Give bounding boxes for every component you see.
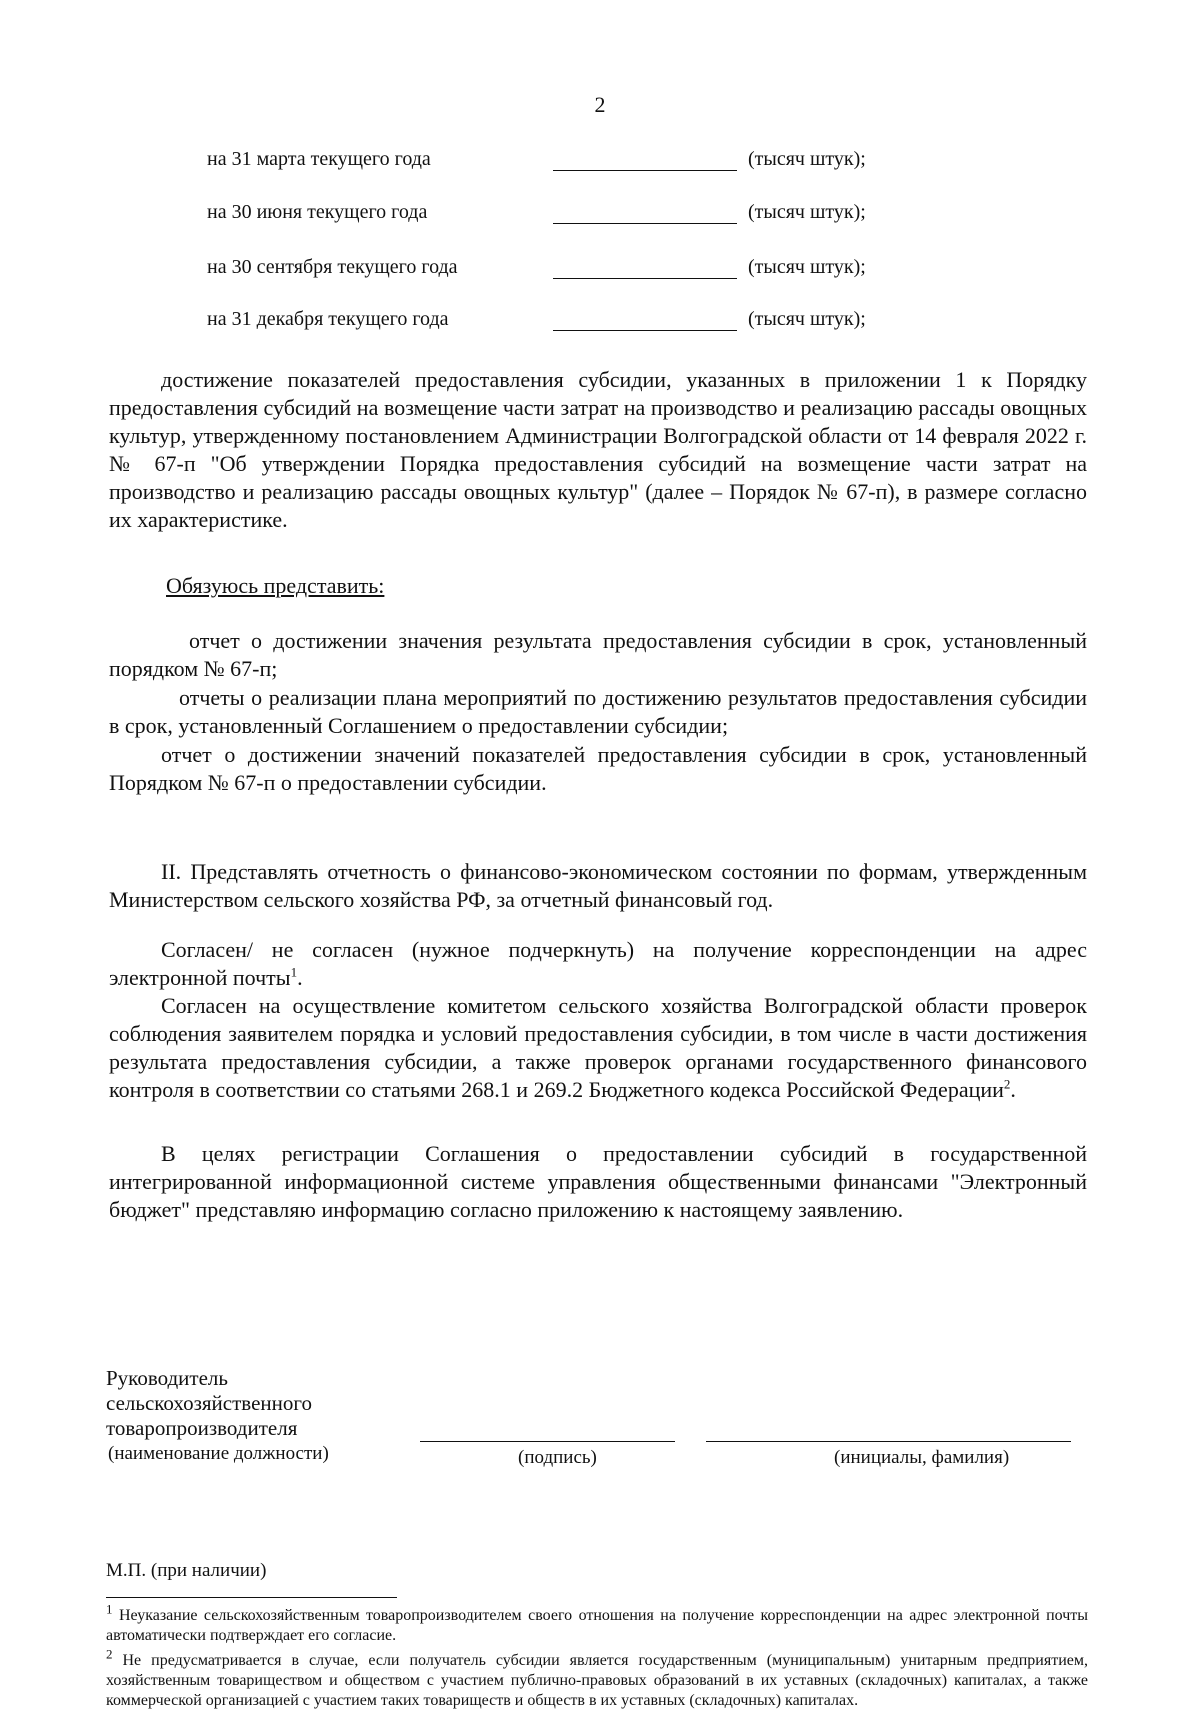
footnote-1 bbox=[106, 1601, 1089, 1646]
footnote-2-text: Не предусматривается в случае, если получатель субсидии является государственным (муниципальным) унитарным предприятием, хозяйственным товариществом и обществом с участием публично-правовых образований в их уставных (складочных) капиталах, а также коммерческой организацией с участием таких товариществ и обществ в их уставных (складочных) капиталах. bbox=[106, 1652, 1089, 1709]
commit-heading: Обязуюсь представить: bbox=[166, 573, 385, 598]
commit-item-3: отчет о достижении значений показателей предоставления субсидии в срок, установленный Порядком № 67-п о предоставлении субсидии. bbox=[109, 742, 1087, 795]
position-caption: (наименование должности) bbox=[108, 1443, 329, 1464]
section-2-paragraph: II. Представлять отчетность о финансово-экономическом состоянии по формам, утвержденным Министерством сельского хозяйства РФ, за отчетный финансовый год. bbox=[109, 859, 1087, 912]
signatory-title bbox=[106, 1366, 312, 1441]
date-label-december: на 31 декабря текущего года bbox=[207, 308, 449, 330]
blank-line-december bbox=[553, 330, 737, 331]
name-caption: (инициалы, фамилия) bbox=[834, 1447, 1010, 1468]
signature-caption: (подпись) bbox=[518, 1447, 597, 1468]
footnote-separator bbox=[106, 1597, 397, 1598]
date-label-june: на 30 июня текущего года bbox=[207, 201, 428, 223]
signatory-title-line-2: сельскохозяйственного bbox=[106, 1391, 312, 1415]
unit-label-september: (тысяч штук); bbox=[748, 256, 866, 278]
signatory-title-line-3: товаропроизводителя bbox=[106, 1416, 298, 1440]
blank-line-september bbox=[553, 278, 737, 279]
unit-label-december: (тысяч штук); bbox=[748, 308, 866, 330]
achievement-paragraph: достижение показателей предоставления субсидии, указанных в приложении 1 к Порядку предоставления субсидий на возмещение части затрат на производство и реализацию рассады овощных культур, утвержденному постановлением Администрации Волгоградской области от 14 февраля 2022 г. № 67-п "Об утверждении Порядка предоставления субсидий на возмещение части затрат на производство и реализацию рассады овощных культур" (далее – Порядок № 67-п), в размере согласно их характеристике. bbox=[109, 367, 1087, 532]
footnote-2-mark: 2 bbox=[106, 1646, 113, 1662]
date-label-september: на 30 сентября текущего года bbox=[207, 256, 458, 278]
name-line bbox=[706, 1441, 1071, 1442]
consent-audit-paragraph: Согласен на осуществление комитетом сельского хозяйства Волгоградской области проверок соблюдения заявителем порядка и условий предоставления субсидии, в том числе в части достижения результата предоставления субсидии, а также проверок органами государственного финансового контроля в соответствии со статьями 268.1 и 269.2 Бюджетного кодекса Российской Федерации$^2$. bbox=[109, 993, 1087, 1102]
footnote-ref-2: 2 bbox=[1003, 1076, 1011, 1092]
consent-email-text: Согласен/ не согласен (нужное подчеркнуть) на получение корреспонденции на адрес электронной почты bbox=[109, 937, 1087, 990]
unit-label-march: (тысяч штук); bbox=[748, 148, 866, 170]
consent-email-paragraph: Согласен/ не согласен (нужное подчеркнуть) на получение корреспонденции на адрес электронной почты$^1$. bbox=[109, 937, 1087, 990]
signatory-title-line-1: Руководитель bbox=[106, 1366, 228, 1390]
blank-line-march bbox=[553, 170, 737, 171]
registration-paragraph: В целях регистрации Соглашения о предоставлении субсидий в государственной интегрированной информационной системе управления общественными финансами "Электронный бюджет" представляю информацию согласно приложению к настоящему заявлению. bbox=[109, 1141, 1087, 1222]
date-label-march: на 31 марта текущего года bbox=[207, 148, 431, 170]
commit-item-1: отчет о достижении значения результата предоставления субсидии в срок, установленный порядком № 67-п; bbox=[109, 628, 1087, 681]
blank-line-june bbox=[553, 223, 737, 224]
page-number: 2 bbox=[594, 92, 606, 117]
stamp-note: М.П. (при наличии) bbox=[106, 1560, 267, 1581]
footnote-1-mark: 1 bbox=[106, 1601, 113, 1617]
footnote-ref-1: 1 bbox=[290, 964, 298, 980]
signature-line bbox=[420, 1441, 675, 1442]
footnote-1-text: Неуказание сельскохозяйственным товаропроизводителем своего отношения на получение корреспонденции на адрес электронной почты автоматически подтверждает его согласие. bbox=[106, 1607, 1089, 1644]
unit-label-june: (тысяч штук); bbox=[748, 201, 866, 223]
consent-audit-text: Согласен на осуществление комитетом сельского хозяйства Волгоградской области проверок соблюдения заявителем порядка и условий предоставления субсидии, в том числе в части достижения результата предоставления субсидии, а также проверок органами государственного финансового контроля в соответствии со статьями 268.1 и 269.2 Бюджетного кодекса Российской Федерации bbox=[109, 993, 1087, 1102]
commit-item-2: отчеты о реализации плана мероприятий по достижению результатов предоставления субсидии в срок, установленный Соглашением о предоставлении субсидии; bbox=[109, 685, 1087, 738]
footnote-2 bbox=[106, 1646, 1089, 1711]
